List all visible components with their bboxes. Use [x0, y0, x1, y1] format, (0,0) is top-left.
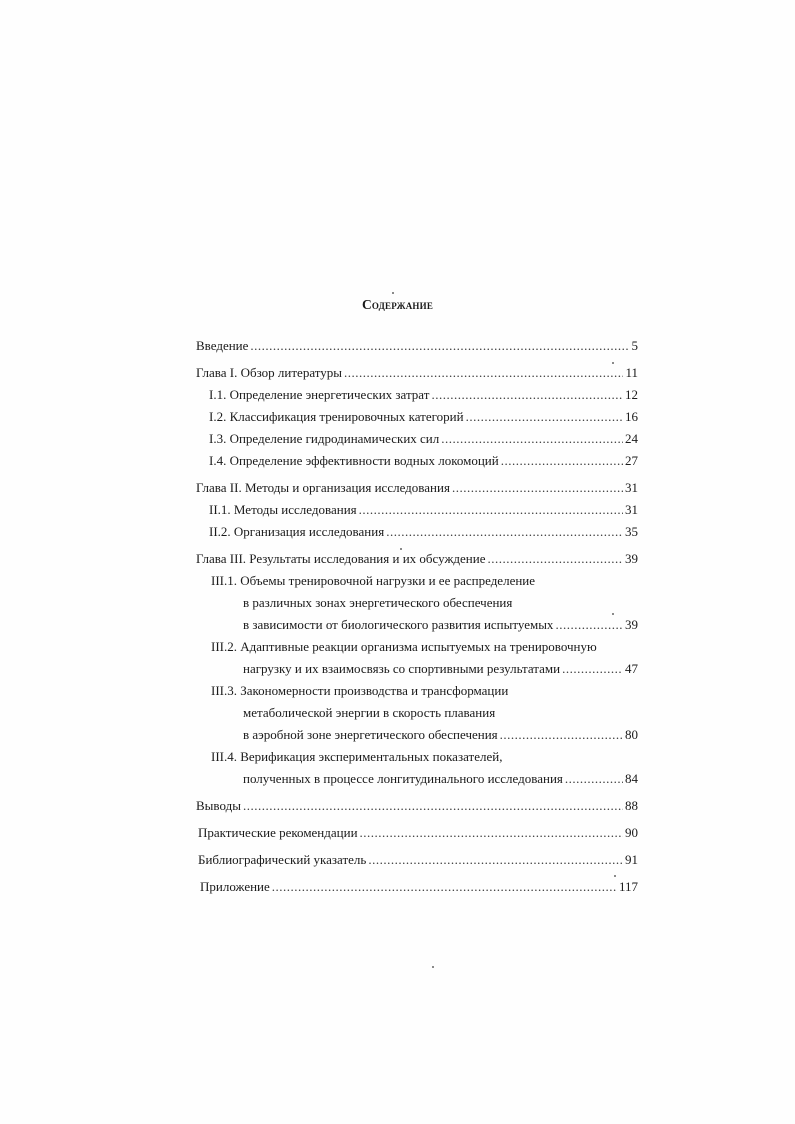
- toc-page-number: 88: [625, 798, 638, 813]
- scan-speck: [400, 548, 402, 550]
- toc-entry-section-1-4[interactable]: [209, 452, 638, 470]
- toc-label: в аэробной зоне энергетического обеспечения: [243, 727, 498, 742]
- toc-page-number: 35: [625, 524, 638, 539]
- scan-speck: [612, 362, 614, 364]
- toc-leader: [488, 550, 624, 568]
- toc-label: Приложение: [200, 879, 270, 894]
- toc-leader: [344, 364, 623, 382]
- toc-label: II.2. Организация исследования: [209, 524, 385, 539]
- toc-entry-section-2-2[interactable]: [209, 523, 638, 541]
- toc-leader: [243, 797, 623, 815]
- toc-page-number: 39: [625, 617, 638, 632]
- toc-entry-section-1-3[interactable]: [209, 430, 638, 448]
- toc-leader: [565, 770, 623, 788]
- toc-page-number: 27: [625, 453, 638, 468]
- toc-label: Глава I. Обзор литературы: [196, 365, 342, 380]
- scan-speck: [614, 875, 616, 877]
- toc-label: Глава II. Методы и организация исследования: [196, 480, 450, 495]
- toc-label: Практические рекомендации: [198, 825, 358, 840]
- toc-page-number: 90: [625, 825, 638, 840]
- toc-label: Библиографический указатель: [198, 852, 367, 867]
- toc-entry-section-2-1[interactable]: [209, 501, 638, 519]
- toc-leader: [501, 452, 623, 470]
- toc-section-3-4-line-1[interactable]: III.4. Верификация экспериментальных показателей,: [211, 749, 503, 764]
- toc-label: полученных в процессе лонгитудинального исследования: [243, 771, 563, 786]
- toc-label: нагрузку и их взаимосвязь со спортивными результатами: [243, 661, 561, 676]
- toc-entry-section-3-4[interactable]: [243, 770, 638, 788]
- scan-speck: [612, 613, 614, 615]
- toc-entry-section-3-1[interactable]: [243, 616, 638, 634]
- toc-section-3-3-line-1[interactable]: III.3. Закономерности производства и трансформации: [211, 683, 509, 698]
- toc-page-number: 84: [625, 771, 638, 786]
- toc-page-number: 5: [631, 338, 638, 353]
- toc-leader: [368, 851, 623, 869]
- toc-section-3-1-line-1[interactable]: III.1. Объемы тренировочной нагрузки и ее распределение: [211, 573, 536, 588]
- toc-section-3-3-line-2: метаболической энергии в скорость плавания: [243, 705, 496, 720]
- toc-label: I.4. Определение эффективности водных локомоций: [209, 453, 499, 468]
- toc-page-number: 24: [625, 431, 638, 446]
- toc-entry-recommendations[interactable]: [198, 824, 638, 842]
- toc-label: I.3. Определение гидродинамических сил: [209, 431, 440, 446]
- toc-entry-appendix[interactable]: [200, 878, 638, 896]
- toc-label: I.2. Классификация тренировочных категорий: [209, 409, 464, 424]
- toc-leader: [452, 479, 623, 497]
- toc-entry-section-1-2[interactable]: [209, 408, 638, 426]
- toc-page-number: 47: [625, 661, 638, 676]
- toc-page-number: 117: [618, 879, 638, 894]
- toc-entry-section-3-2[interactable]: [243, 660, 638, 678]
- toc-page-number: 16: [625, 409, 638, 424]
- toc-page-number: 11: [625, 365, 638, 380]
- page-title: Содержание: [361, 297, 434, 312]
- toc-entry-chapter-1[interactable]: [196, 364, 638, 382]
- toc-label: I.1. Определение энергетических затрат: [209, 387, 430, 402]
- toc-page-number: 12: [625, 387, 638, 402]
- toc-page-number: 31: [625, 480, 638, 495]
- toc-label: Глава III. Результаты исследования и их обсуждение: [196, 551, 486, 566]
- toc-leader: [360, 824, 623, 842]
- toc-label: II.1. Методы исследования: [209, 502, 357, 517]
- toc-leader: [555, 616, 623, 634]
- toc-section-3-2-line-1[interactable]: III.2. Адаптивные реакции организма испытуемых на тренировочную: [211, 639, 597, 654]
- toc-leader: [562, 660, 623, 678]
- toc-entry-conclusions[interactable]: [196, 797, 638, 815]
- scan-speck: [392, 292, 394, 294]
- toc-page-number: 31: [625, 502, 638, 517]
- toc-section-3-1-line-2: в различных зонах энергетического обеспечения: [243, 595, 513, 610]
- toc-page-number: 80: [625, 727, 638, 742]
- toc-entry-section-3-3[interactable]: [243, 726, 638, 744]
- toc-entry-chapter-3[interactable]: [196, 550, 638, 568]
- toc-leader: [431, 386, 623, 404]
- toc-label: Введение: [196, 338, 249, 353]
- toc-leader: [250, 337, 629, 355]
- toc-leader: [441, 430, 623, 448]
- toc-leader: [359, 501, 623, 519]
- toc-leader: [386, 523, 623, 541]
- toc-label: Выводы: [196, 798, 241, 813]
- toc-entry-bibliography[interactable]: [198, 851, 638, 869]
- toc-entry-intro[interactable]: [196, 337, 638, 355]
- toc-page-number: 91: [625, 852, 638, 867]
- toc-entry-chapter-2[interactable]: [196, 479, 638, 497]
- scan-speck: [432, 966, 434, 968]
- toc-page-number: 39: [625, 551, 638, 566]
- toc-leader: [272, 878, 617, 896]
- toc-label: в зависимости от биологического развития испытуемых: [243, 617, 554, 632]
- toc-entry-section-1-1[interactable]: [209, 386, 638, 404]
- toc-leader: [500, 726, 623, 744]
- toc-leader: [466, 408, 623, 426]
